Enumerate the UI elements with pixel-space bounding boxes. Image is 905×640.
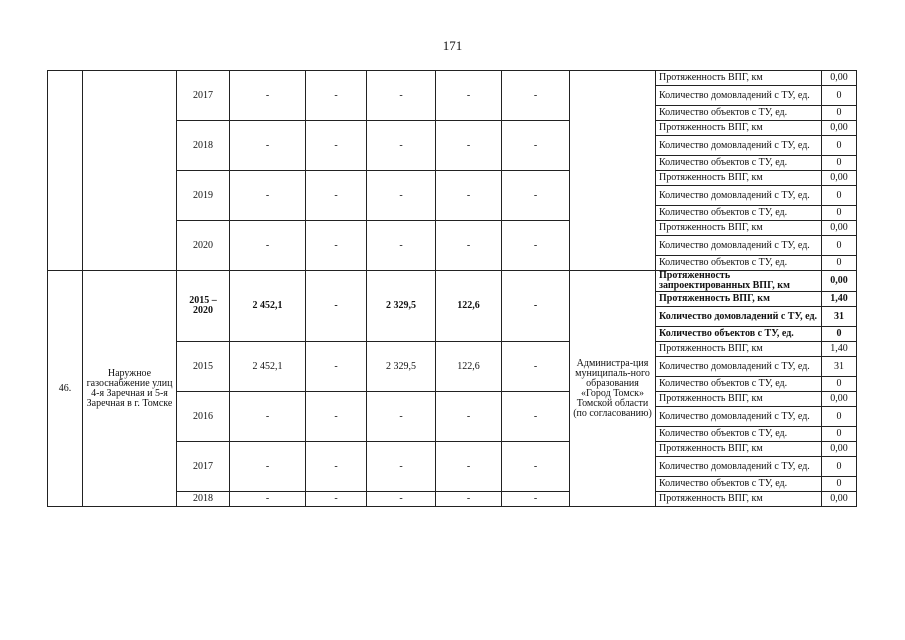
table-row: Количество объектов с ТУ, ед. 0 xyxy=(48,377,857,392)
row-number: 46. xyxy=(48,271,83,507)
table-row: Количество домовладений с ТУ, ед. 0 xyxy=(48,136,857,156)
table-row: Количество домовладений с ТУ, ед. 0 xyxy=(48,457,857,477)
table-row: 2016 - - - - - Протяженность ВПГ, км 0,00 xyxy=(48,392,857,407)
table-row: 2020 - - - - - Протяженность ВПГ, км 0,00 xyxy=(48,221,857,236)
object-name: Наружное газоснабжение улиц 4-я Заречная и 5-я Заречная в г. Томске xyxy=(83,271,177,507)
executor: Администра-ция муниципаль-ного образования «Город Томск» Томской области (по согласованию) xyxy=(570,271,656,507)
table-row: 2019 - - - - - Протяженность ВПГ, км 0,00 xyxy=(48,171,857,186)
table-row: Количество объектов с ТУ, ед. 0 xyxy=(48,106,857,121)
cell-year: 2020 xyxy=(177,221,230,271)
table-row: Количество объектов с ТУ, ед. 0 xyxy=(48,477,857,492)
table-row: Количество домовладений с ТУ, ед. 31 xyxy=(48,357,857,377)
table-row: Количество домовладений с ТУ, ед. 0 xyxy=(48,86,857,106)
table-row: 2018 - - - - - Протяженность ВПГ, км 0,00 xyxy=(48,121,857,136)
cell-number-empty xyxy=(48,71,83,271)
table-row: 46. Наружное газоснабжение улиц 4-я Заречная и 5-я Заречная в г. Томске 2015 – 2020 2 452,1 - 2 329,5 122,6 - Администра-ция муниципаль-ного образования «Город Томск» Томской области (по согласованию) Протяженность запроектированных ВПГ, км 0,00 xyxy=(48,271,857,292)
table-row: 2017 - - - - - Протяженность ВПГ, км 0,00 xyxy=(48,71,857,86)
cell-year: 2018 xyxy=(177,492,230,507)
table-row: Количество объектов с ТУ, ед. 0 xyxy=(48,156,857,171)
table-row: Количество объектов с ТУ, ед. 0 xyxy=(48,427,857,442)
table-row: Количество домовладений с ТУ, ед. 0 xyxy=(48,407,857,427)
cell-executor-empty xyxy=(570,71,656,271)
table-row: 2018 - - - - - Протяженность ВПГ, км 0,00 xyxy=(48,492,857,507)
table-row: Протяженность ВПГ, км 1,40 xyxy=(48,292,857,307)
table-row: Количество объектов с ТУ, ед. 0 xyxy=(48,206,857,221)
cell-year: 2017 xyxy=(177,442,230,492)
table-row: Количество домовладений с ТУ, ед. 0 xyxy=(48,186,857,206)
table-row: 2015 2 452,1 - 2 329,5 122,6 - Протяженность ВПГ, км 1,40 xyxy=(48,342,857,357)
cell-name-empty xyxy=(83,71,177,271)
cell-year: 2015 xyxy=(177,342,230,392)
cell-year-total: 2015 – 2020 xyxy=(177,271,230,342)
program-table xyxy=(47,70,857,507)
table-row: Количество объектов с ТУ, ед. 0 xyxy=(48,327,857,342)
table-row: 2017 - - - - - Протяженность ВПГ, км 0,00 xyxy=(48,442,857,457)
cell-year: 2016 xyxy=(177,392,230,442)
cell-year: 2019 xyxy=(177,171,230,221)
page-number: 171 xyxy=(442,38,463,53)
table-row: Количество домовладений с ТУ, ед. 31 xyxy=(48,307,857,327)
table-row: Количество домовладений с ТУ, ед. 0 xyxy=(48,236,857,256)
cell-year: 2018 xyxy=(177,121,230,171)
table-row: Количество объектов с ТУ, ед. 0 xyxy=(48,256,857,271)
cell-year: 2017 xyxy=(177,71,230,121)
